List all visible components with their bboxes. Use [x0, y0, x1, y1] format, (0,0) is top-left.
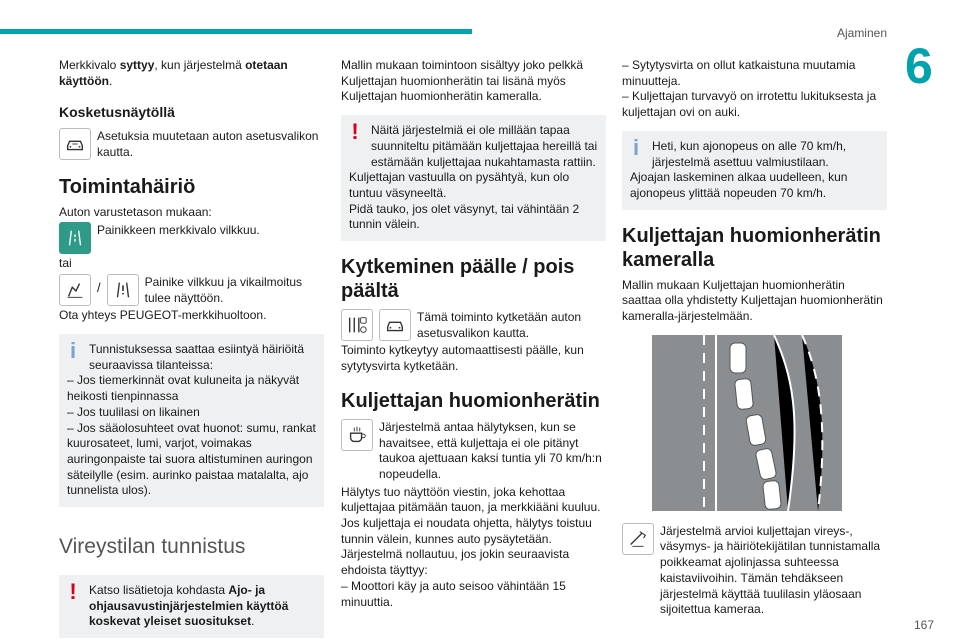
camera-text: Järjestelmä arvioi kuljettajan vireys-, väsymys- ja häiriötekijätilan tunnistamalla poikkeamat ajolinjassa suhteessa kaistaviivoihin. Tämän tehdäkseen järjestelmä käyttää tuulilasin yläosaan sijoitettua kameraa. [660, 523, 881, 617]
camera-intro: Mallin mukaan Kuljettajan huomionherätin saattaa olla yhdistetty Kuljettajan huomionherätin kameralla-järjestelmään. [622, 277, 883, 324]
warning-icon: ! [351, 119, 359, 145]
touchscreen-text: Asetuksia muutetaan auton asetusvalikon kautta. [97, 129, 319, 159]
column-1 [59, 58, 324, 640]
switch-text-2: Toiminto kytkeytyy automaattisesti päälle, kun sytytysvirta kytketään. [341, 343, 584, 374]
info-line: Tunnistuksessa saattaa esiintyä häiriöitä seuraavissa tilanteissa: [89, 342, 305, 372]
condition-line: – Sytytysvirta on ollut katkaistuna muutamia minuutteja. [622, 58, 856, 88]
info-line: Heti, kun ajonopeus on alle 70 km/h, järjestelmä asettuu valmiustilaan. [652, 138, 847, 169]
touchscreen-heading: Kosketusnäytöllä [59, 104, 175, 121]
driver-alert-icon [59, 274, 91, 306]
alert-line: Jos kuljettaja ei noudata ohjetta, hälytys toistuu tunnin välein, kunnes auto pysäytetään. [341, 516, 592, 546]
fault-row-2 [59, 274, 324, 306]
warning-icon: ! [69, 579, 77, 605]
info-line: Ajoajan laskeminen alkaa uudelleen, kun ajonopeus ylittää nopeuden 70 km/h. [630, 170, 848, 200]
camera-drift-icon [622, 523, 654, 555]
lane-drift-illustration [652, 335, 842, 511]
warning-text: Katso lisätietoja kohdasta Ajo- ja ohjausavustinjärjestelmien käyttöä koskevat yleiset suositukset. [89, 583, 289, 629]
touchscreen-row [59, 128, 324, 160]
lane-warning-button-icon [59, 222, 91, 254]
fault-intro: Auton varustetason mukaan: [59, 204, 212, 219]
fault-row-1 [59, 222, 324, 254]
switch-text: Tämä toiminto kytketään auton asetusvalikon kautta. [417, 310, 582, 340]
car-settings-icon [379, 309, 411, 341]
intro-paragraph: Mallin mukaan toimintoon sisältyy joko pelkkä Kuljettajan huomionherätin tai lisänä myös Kuljettajan huomionherätin kameralla. [341, 58, 584, 104]
alert-line: Järjestelmä nollautuu, jos jokin seuraavista ehdoista täyttyy: [341, 547, 570, 578]
warning-line: Pidä tauko, jos olet väsynyt, tai vähintään 2 tunnin välein. [349, 201, 580, 232]
warning-box-recommendations [59, 575, 324, 638]
camera-heading: Kuljettajan huomionherätin kameralla [622, 224, 881, 271]
warning-line: Näitä järjestelmiä ei ole millään tapaa suunniteltu pitämään kuljettajaa hereillä tai estämään kuljettajaa nukahtamasta rattiin. [371, 123, 598, 169]
info-box-detection [59, 334, 324, 507]
warning-line: Kuljettajan vastuulla on pysähtyä, kun olo tuntuu väsyneeltä. [349, 170, 570, 200]
info-icon: i [69, 338, 77, 364]
switch-row [341, 309, 606, 341]
alert-line: Hälytys tuo näyttöön viestin, joka kehottaa kuljettajaa pitämään tauon, ja merkkiääni kuuluu. [341, 484, 601, 515]
warning-box-responsibility [341, 115, 606, 241]
intro-paragraph: Merkkivalo syttyy, kun järjestelmä otetaan käyttöön. [59, 58, 288, 88]
settings-menu-icon [341, 309, 373, 341]
header-accent-bar [0, 29, 472, 34]
alert-heading: Kuljettajan huomionherätin [341, 389, 600, 412]
fault-item-1: Painikkeen merkkivalo vilkkuu. [97, 223, 260, 238]
info-box-standby [622, 131, 887, 210]
alert-line: – Moottori käy ja auto seisoo vähintään 15 minuuttia. [341, 578, 566, 609]
contact-text: Ota yhteys PEUGEOT-merkkihuoltoon. [59, 308, 267, 323]
section-title: Ajaminen [836, 26, 887, 40]
alert-row [341, 419, 606, 483]
switch-heading: Kytkeminen päälle / pois päältä [341, 256, 575, 303]
alert-text: Järjestelmä antaa hälytyksen, kun se havaitsee, että kuljettaja ei ole pitänyt taukoa ajettuaan kaksi tuntia yli 70 km/h:n nopeudella. [379, 419, 602, 481]
car-settings-icon [59, 128, 91, 160]
page-number: 167 [913, 618, 934, 632]
chapter-number: 6 [905, 38, 933, 94]
fault-item-2: Painike vilkkuu ja vikailmoitus tulee näyttöön. [144, 274, 303, 305]
condition-line: – Kuljettajan turvavyö on irrotettu lukituksesta ja kuljettajan ovi on auki. [622, 89, 877, 120]
camera-row [622, 523, 887, 618]
fatigue-heading: Vireystilan tunnistus [59, 535, 246, 559]
driver-attention-warning-icon [107, 274, 139, 306]
info-line: – Jos tuulilasi on likainen [67, 404, 200, 419]
fault-heading: Toimintahäiriö [59, 175, 196, 198]
column-3 [622, 58, 887, 620]
separator-slash: / [97, 279, 101, 295]
info-line: – Jos tiemerkinnät ovat kuluneita ja näkyvät heikosti tienpinnassa [67, 373, 300, 404]
or-text: tai [59, 256, 72, 271]
coffee-cup-icon [341, 419, 373, 451]
info-icon: i [632, 134, 640, 160]
info-line: – Jos sääolosuhteet ovat huonot: sumu, rankat kuurosateet, lumi, varjot, voimakas auringonpaiste tai suora altistuminen auringon säteilylle (esim. aurinko paistaa matalalta, ajo tunnelista ulos). [67, 420, 316, 498]
column-2 [341, 58, 606, 610]
